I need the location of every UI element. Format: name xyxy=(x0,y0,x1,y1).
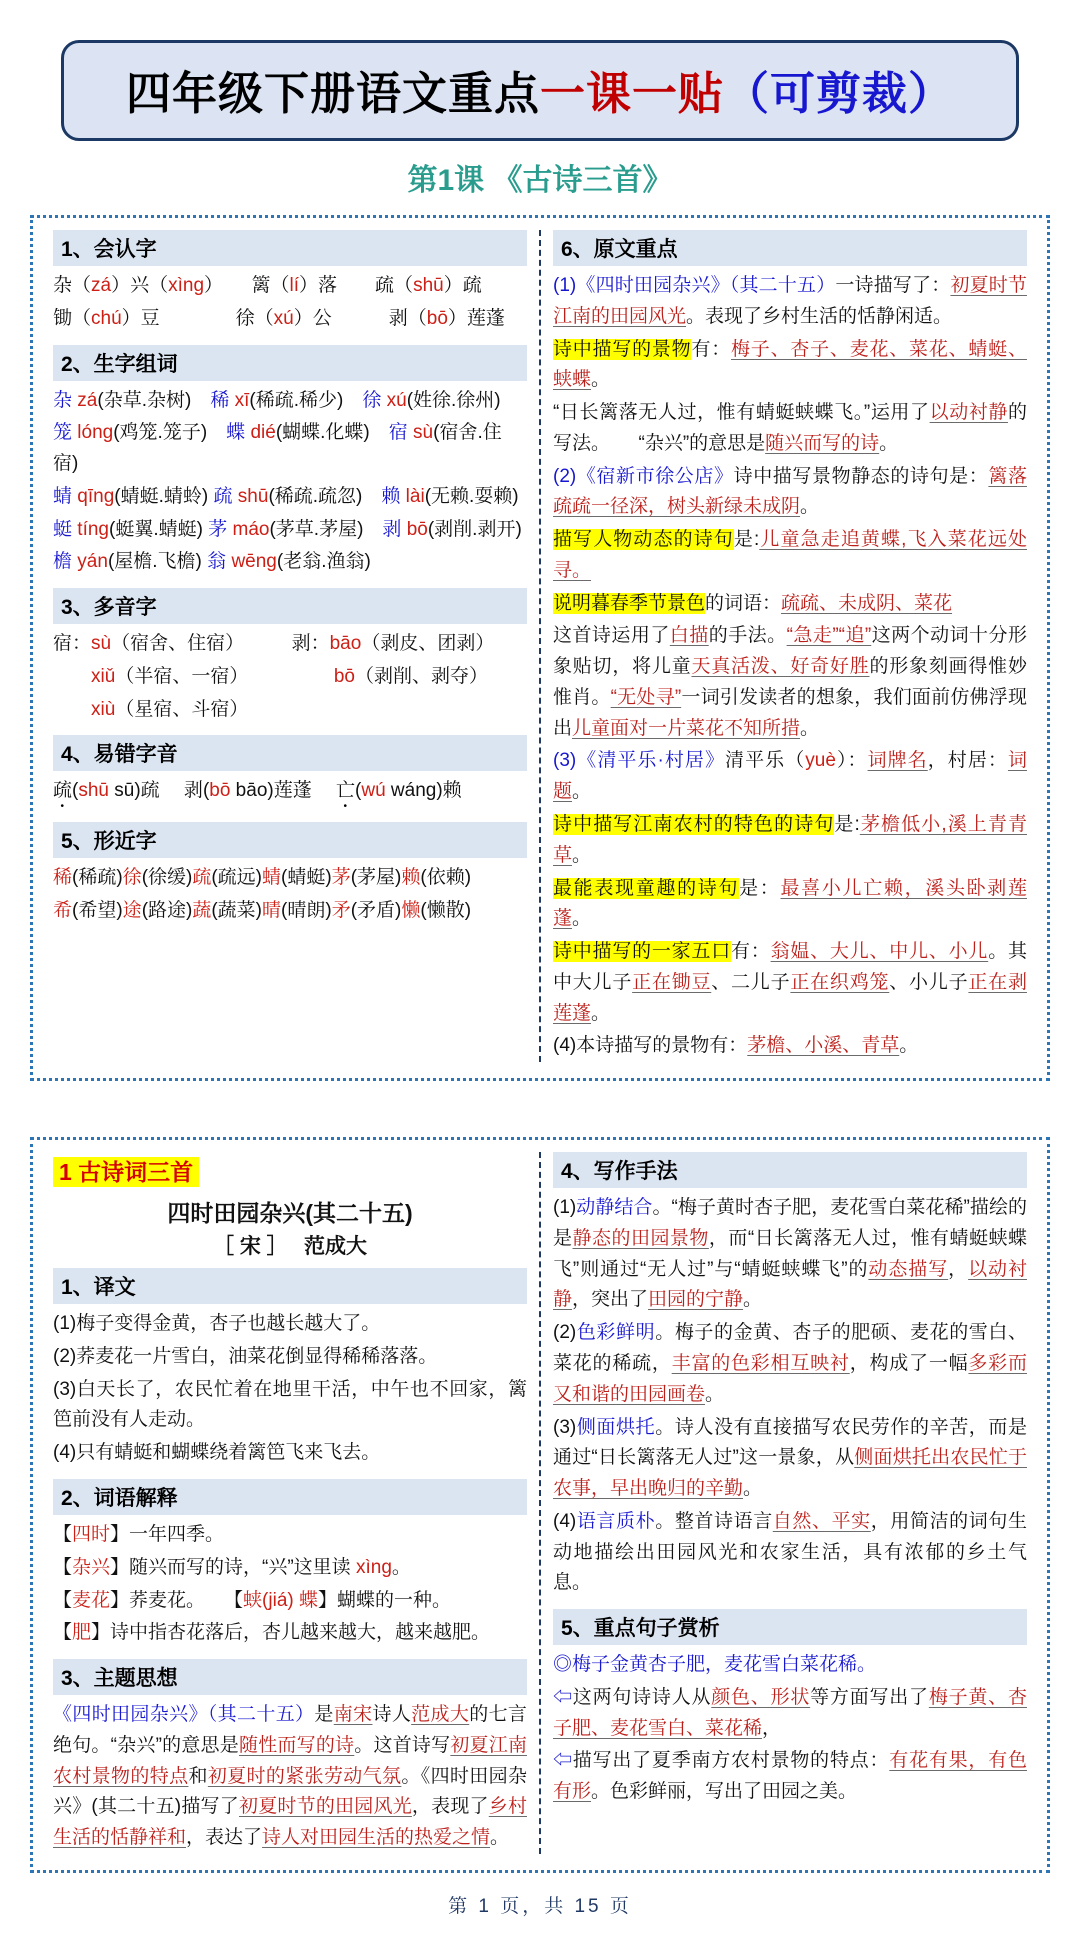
section-heading: 5、形近字 xyxy=(53,822,527,858)
section xyxy=(53,345,527,579)
section xyxy=(553,1152,1027,1599)
section xyxy=(53,1479,527,1649)
text-line: 疏(shū sū)疏 剥(bō bāo)莲蓬 亡(wú wáng)赖 xyxy=(53,780,462,802)
unit-badge-row xyxy=(53,1154,527,1187)
text-line: (2)色彩鲜明。梅子的金黄、杏子的肥硕、麦花的雪白、菜花的稀疏，丰富的色彩相互映衬，构成了一幅多彩而又和谐的田园画卷。 xyxy=(553,1322,1027,1405)
text-line: (1)动静结合。“梅子黄时杏子肥，麦花雪白菜花稀”描绘的是静态的田园景物，而“日长篱落无人过，惟有蜻蜓蛱蝶飞”则通过“无人过”与“蜻蜓蛱蝶飞”的动态描写，以动衬静，突出了田园的宁静。 xyxy=(553,1197,1027,1311)
text-line: 诗中描写江南农村的特色的诗句是:茅檐低小,溪上青青草。 xyxy=(553,814,1028,866)
text-line: 描写人物动态的诗句是:儿童急走追黄蝶,飞入菜花远处寻。 xyxy=(553,529,1028,581)
text-line: 诗中描写的一家五口有：翁媪、大儿、中儿、小儿。其中大儿子正在锄豆、二儿子正在织鸡笼、小儿子正在剥莲蓬。 xyxy=(553,941,1027,1024)
box1-left-column xyxy=(45,228,535,1064)
section-heading: 5、重点句子赏析 xyxy=(553,1609,1027,1645)
text-line: (1)梅子变得金黄，杏子也越长越大了。 xyxy=(53,1313,381,1335)
text-line: “日长篱落无人过，惟有蜻蜓蛱蝶飞。”运用了以动衬静的写法。 “杂兴”的意思是随兴而写的诗。 xyxy=(553,402,1027,454)
text-line: 诗中描写的景物有：梅子、杏子、麦花、菜花、蜻蜓、蛱蝶。 xyxy=(553,338,1027,391)
text-line: (3)《清平乐·村居》清平乐（yuè）：词牌名，村居：词题。 xyxy=(553,750,1027,803)
lesson-subtitle: 第1课 《古诗三首》 xyxy=(407,164,673,197)
section-heading: 3、主题思想 xyxy=(53,1659,527,1695)
text-line: 锄（chú）豆 徐（xú）公 剥（bō）莲蓬 xyxy=(53,307,505,329)
text-line: (4)本诗描写的景物有：茅檐、小溪、青草。 xyxy=(553,1035,919,1057)
section-heading: 1、会认字 xyxy=(53,230,527,266)
section xyxy=(553,230,1027,1062)
text-line: 希(希望)途(路途)蔬(蔬菜)晴(晴朗)矛(矛盾)懒(懒散) xyxy=(53,900,472,922)
title-red-text: 一课一贴 xyxy=(539,68,724,119)
page-title-banner xyxy=(61,40,1019,141)
text-line: xiù（星宿、斗宿） xyxy=(91,698,249,720)
poem-title: 四时田园杂兴(其二十五) xyxy=(167,1200,413,1227)
box2-right-column xyxy=(545,1150,1035,1856)
section-heading: 4、写作手法 xyxy=(553,1152,1027,1188)
text-line: 杂（zá）兴（xìng） 篱（lí）落 疏（shū）疏 xyxy=(53,275,482,296)
unit-badge: 1 古诗词三首 xyxy=(53,1157,199,1187)
text-line: 檐 yán(屋檐.飞檐) 翁 wēng(老翁.渔翁) xyxy=(53,551,371,573)
text-line: 《四时田园杂兴》（其二十五）是南宋诗人范成大的七言绝句。“杂兴”的意思是随性而写的诗。这首诗写初夏江南农村景物的特点和初夏时的紧张劳动气氛。《四时田园杂兴》(其二十五)描写了初夏时节的田园风光，表现了乡村生活的恬静祥和，表达了诗人对田园生活的热爱之情。 xyxy=(53,1704,527,1849)
text-line: 蜻 qīng(蜻蜓.蜻蛉) 疏 shū(稀疏.疏忽) 赖 lài(无赖.耍赖) xyxy=(53,485,519,507)
poem-author: ［ 宋 ］ 范成大 xyxy=(212,1235,367,1259)
text-line: ◎梅子金黄杏子肥，麦花雪白菜花稀。 xyxy=(553,1654,877,1676)
box2-left-column xyxy=(45,1150,535,1856)
section-heading: 6、原文重点 xyxy=(553,230,1027,266)
text-line: 稀(稀疏)徐(徐缓)疏(疏远)蜻(蜻蜓)茅(茅屋)赖(依赖) xyxy=(53,867,472,889)
text-line: 杂 zá(杂草.杂树) 稀 xī(稀疏.稀少) 徐 xú(姓徐.徐州) xyxy=(53,389,501,411)
text-line: xiǔ（半宿、一宿） bō（剥削、剥夺） xyxy=(91,665,488,687)
section xyxy=(553,1609,1027,1808)
title-main-text: 四年级下册语文重点 xyxy=(125,68,540,119)
column-divider xyxy=(539,230,541,1062)
section xyxy=(53,735,527,812)
text-line: ⇦这两句诗诗人从颜色、形状等方面写出了梅子黄、杏子肥、麦花雪白、菜花稀， xyxy=(553,1686,1027,1739)
text-line: (3)侧面烘托。诗人没有直接描写农民劳作的辛苦，而是通过“日长篱落无人过”这一景象，从侧面烘托出农民忙于农事，早出晚归的辛勤。 xyxy=(553,1416,1027,1500)
section-heading: 4、易错字音 xyxy=(53,735,527,771)
text-line: (2)《宿新市徐公店》诗中描写景物静态的诗句是：篱落疏疏一径深，树头新绿未成阴。 xyxy=(553,465,1027,518)
text-line: 【杂兴】随兴而写的诗，“兴”这里读 xìng。 xyxy=(53,1556,411,1578)
text-line: (3)白天长了，农民忙着在地里干活，中午也不回家，篱笆前没有人走动。 xyxy=(53,1378,527,1431)
text-line: 宿：sù（宿舍、住宿） 剥：bāo（剥皮、团剥） xyxy=(53,633,495,655)
section xyxy=(53,822,527,927)
text-line: ⇦描写出了夏季南方农村景物的特点：有花有果，有色有形。色彩鲜丽，写出了田园之美。 xyxy=(553,1750,1027,1803)
bottom-content-box xyxy=(30,1137,1050,1873)
section-heading: 2、生字组词 xyxy=(53,345,527,381)
text-line: (1)《四时田园杂兴》（其二十五）一诗描写了：初夏时节江南的田园风光。表现了乡村生活的恬静闲适。 xyxy=(553,275,1027,327)
section xyxy=(53,1659,527,1854)
text-line: 【四时】一年四季。 xyxy=(53,1523,225,1545)
text-line: 【麦花】荞麦花。 【蛱(jiá) 蝶】蝴蝶的一种。 xyxy=(53,1589,452,1611)
section-heading: 3、多音字 xyxy=(53,588,527,624)
section xyxy=(53,1268,527,1469)
section xyxy=(53,230,527,335)
section-heading: 1、译文 xyxy=(53,1268,527,1304)
text-line: (2)荞麦花一片雪白，油菜花倒显得稀稀落落。 xyxy=(53,1345,438,1367)
column-divider xyxy=(539,1152,541,1854)
section xyxy=(53,588,527,725)
text-line: 这首诗运用了白描的手法。“急走”“追”这两个动词十分形象贴切，将儿童天真活泼、好奇好胜的形象刻画得惟妙惟肖。“无处寻”一词引发读者的想象，我们面前仿佛浮现出儿童面对一片菜花不知所措。 xyxy=(553,625,1027,739)
section-heading: 2、词语解释 xyxy=(53,1479,527,1515)
text-line: 最能表现童趣的诗句是：最喜小儿亡赖，溪头卧剥莲蓬。 xyxy=(553,877,1027,930)
title-blue-text: （可剪裁） xyxy=(724,68,955,119)
text-line: 【肥】诗中指杏花落后，杏儿越来越大，越来越肥。 xyxy=(53,1622,491,1644)
text-line: (4)语言质朴。整首诗语言自然、平实，用简洁的词句生动地描绘出田园风光和农家生活，具有浓郁的乡土气息。 xyxy=(553,1510,1027,1594)
box2-left-sections xyxy=(53,1268,527,1854)
page-number: 第 1 页，共 15 页 xyxy=(448,1895,632,1917)
text-line: 笼 lóng(鸡笼.笼子) 蝶 dié(蝴蝶.化蝶) 宿 sù(宿舍.住宿) xyxy=(53,422,502,475)
text-line: 蜓 tíng(蜓翼.蜻蜓) 茅 máo(茅草.茅屋) 剥 bō(剥削.剥开) xyxy=(53,518,522,540)
box1-right-column xyxy=(545,228,1035,1064)
text-line: 说明暮春季节景色的词语：疏疏、未成阴、菜花 xyxy=(553,592,953,614)
text-line: (4)只有蜻蜓和蝴蝶绕着篱笆飞来飞去。 xyxy=(53,1442,381,1464)
top-content-box xyxy=(30,215,1050,1081)
